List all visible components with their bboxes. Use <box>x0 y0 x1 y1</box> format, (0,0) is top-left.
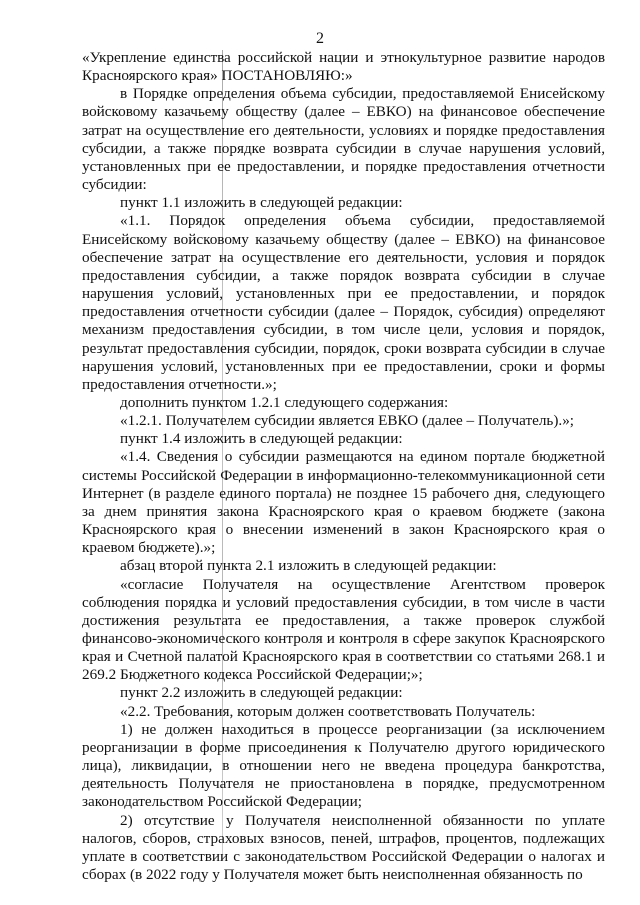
paragraph: пункт 1.4 изложить в следующей редакции: <box>120 430 403 448</box>
paragraph: пункт 1.1 изложить в следующей редакции: <box>120 194 403 212</box>
paragraph: 2) отсутствие у Получателя неисполненной обязанности по уплате налогов, сборов, страховых взносов, пеней, штрафов, процентов, подлежащих уплате в соответствии с законодательством Российской Федерации о налогах и сборах (в 2022 году у Получателя может быть неисполненная обязанность по <box>82 811 605 884</box>
paragraph: «2.2. Требования, которым должен соответствовать Получатель: <box>120 702 536 720</box>
paragraph: «1.2.1. Получателем субсидии является ЕВКО (далее – Получатель).»; <box>120 412 575 430</box>
page-number: 2 <box>316 30 324 47</box>
paragraph: «1.1. Порядок определения объема субсидии, предоставляемой Енисейскому войсковому казачьему обществу (далее – ЕВКО) на финансовое обеспечение затрат на осуществление его деятельности, условия и порядок предоставления субсидии, а также порядок возврата субсидии в случае нарушения условий, установленных при ее предоставлении, и порядок предоставления отчетности субсидии (далее – Порядок, субсидия) определяют механизм предоставления субсидии, в том числе цели, условия и порядок, результат предоставления субсидии, порядок, сроки возврата субсидии в случае нарушения условий, установленных при ее предоставлении, сроки и формы предоставления отчетности.»; <box>82 212 605 393</box>
paragraph: пункт 2.2 изложить в следующей редакции: <box>120 684 403 702</box>
paragraph: в Порядке определения объема субсидии, предоставляемой Енисейскому войсковому казачьему обществу (далее – ЕВКО) на финансовое обеспечение затрат на осуществление его деятельности, условиях и порядке предоставления субсидии, а также порядке возврата субсидии в случае нарушения условий, установленных при ее предоставлении, и порядке предоставления отчетности субсидии: <box>82 85 605 194</box>
paragraph: дополнить пунктом 1.2.1 следующего содержания: <box>120 393 449 411</box>
paragraph: «1.4. Сведения о субсидии размещаются на едином портале бюджетной системы Российской Федерации в информационно-телекоммуникационной сети Интернет (в разделе единого портала) не позднее 15 рабочего дня, следующего за днем принятия закона Красноярского края о краевом бюджете (закона Красноярского края о внесении изменений в закон Красноярского края о краевом бюджете).»; <box>82 448 605 557</box>
paragraph: «согласие Получателя на осуществление Агентством проверок соблюдения порядка и условий предоставления субсидии, в том числе в части достижения результата ее предоставления, а также проверок службой финансово-экономического контроля и контроля в сфере закупок Красноярского края и Счетной палатой Красноярского края в соответствии со статьями 268.1 и 269.2 Бюджетного кодекса Российской Федерации;»; <box>82 575 605 684</box>
paragraph: абзац второй пункта 2.1 изложить в следующей редакции: <box>120 557 497 575</box>
paragraph: «Укрепление единства российской нации и этнокультурное развитие народов Красноярского края» ПОСТАНОВЛЯЮ:» <box>82 49 605 85</box>
document-body <box>82 49 605 884</box>
paragraph: 1) не должен находиться в процессе реорганизации (за исключением реорганизации в форме присоединения к Получателю другого юридического лица), ликвидации, в отношении него не введена процедура банкротства, деятельность Получателя не приостановлена в порядке, предусмотренном законодательством Российской Федерации; <box>82 720 605 811</box>
